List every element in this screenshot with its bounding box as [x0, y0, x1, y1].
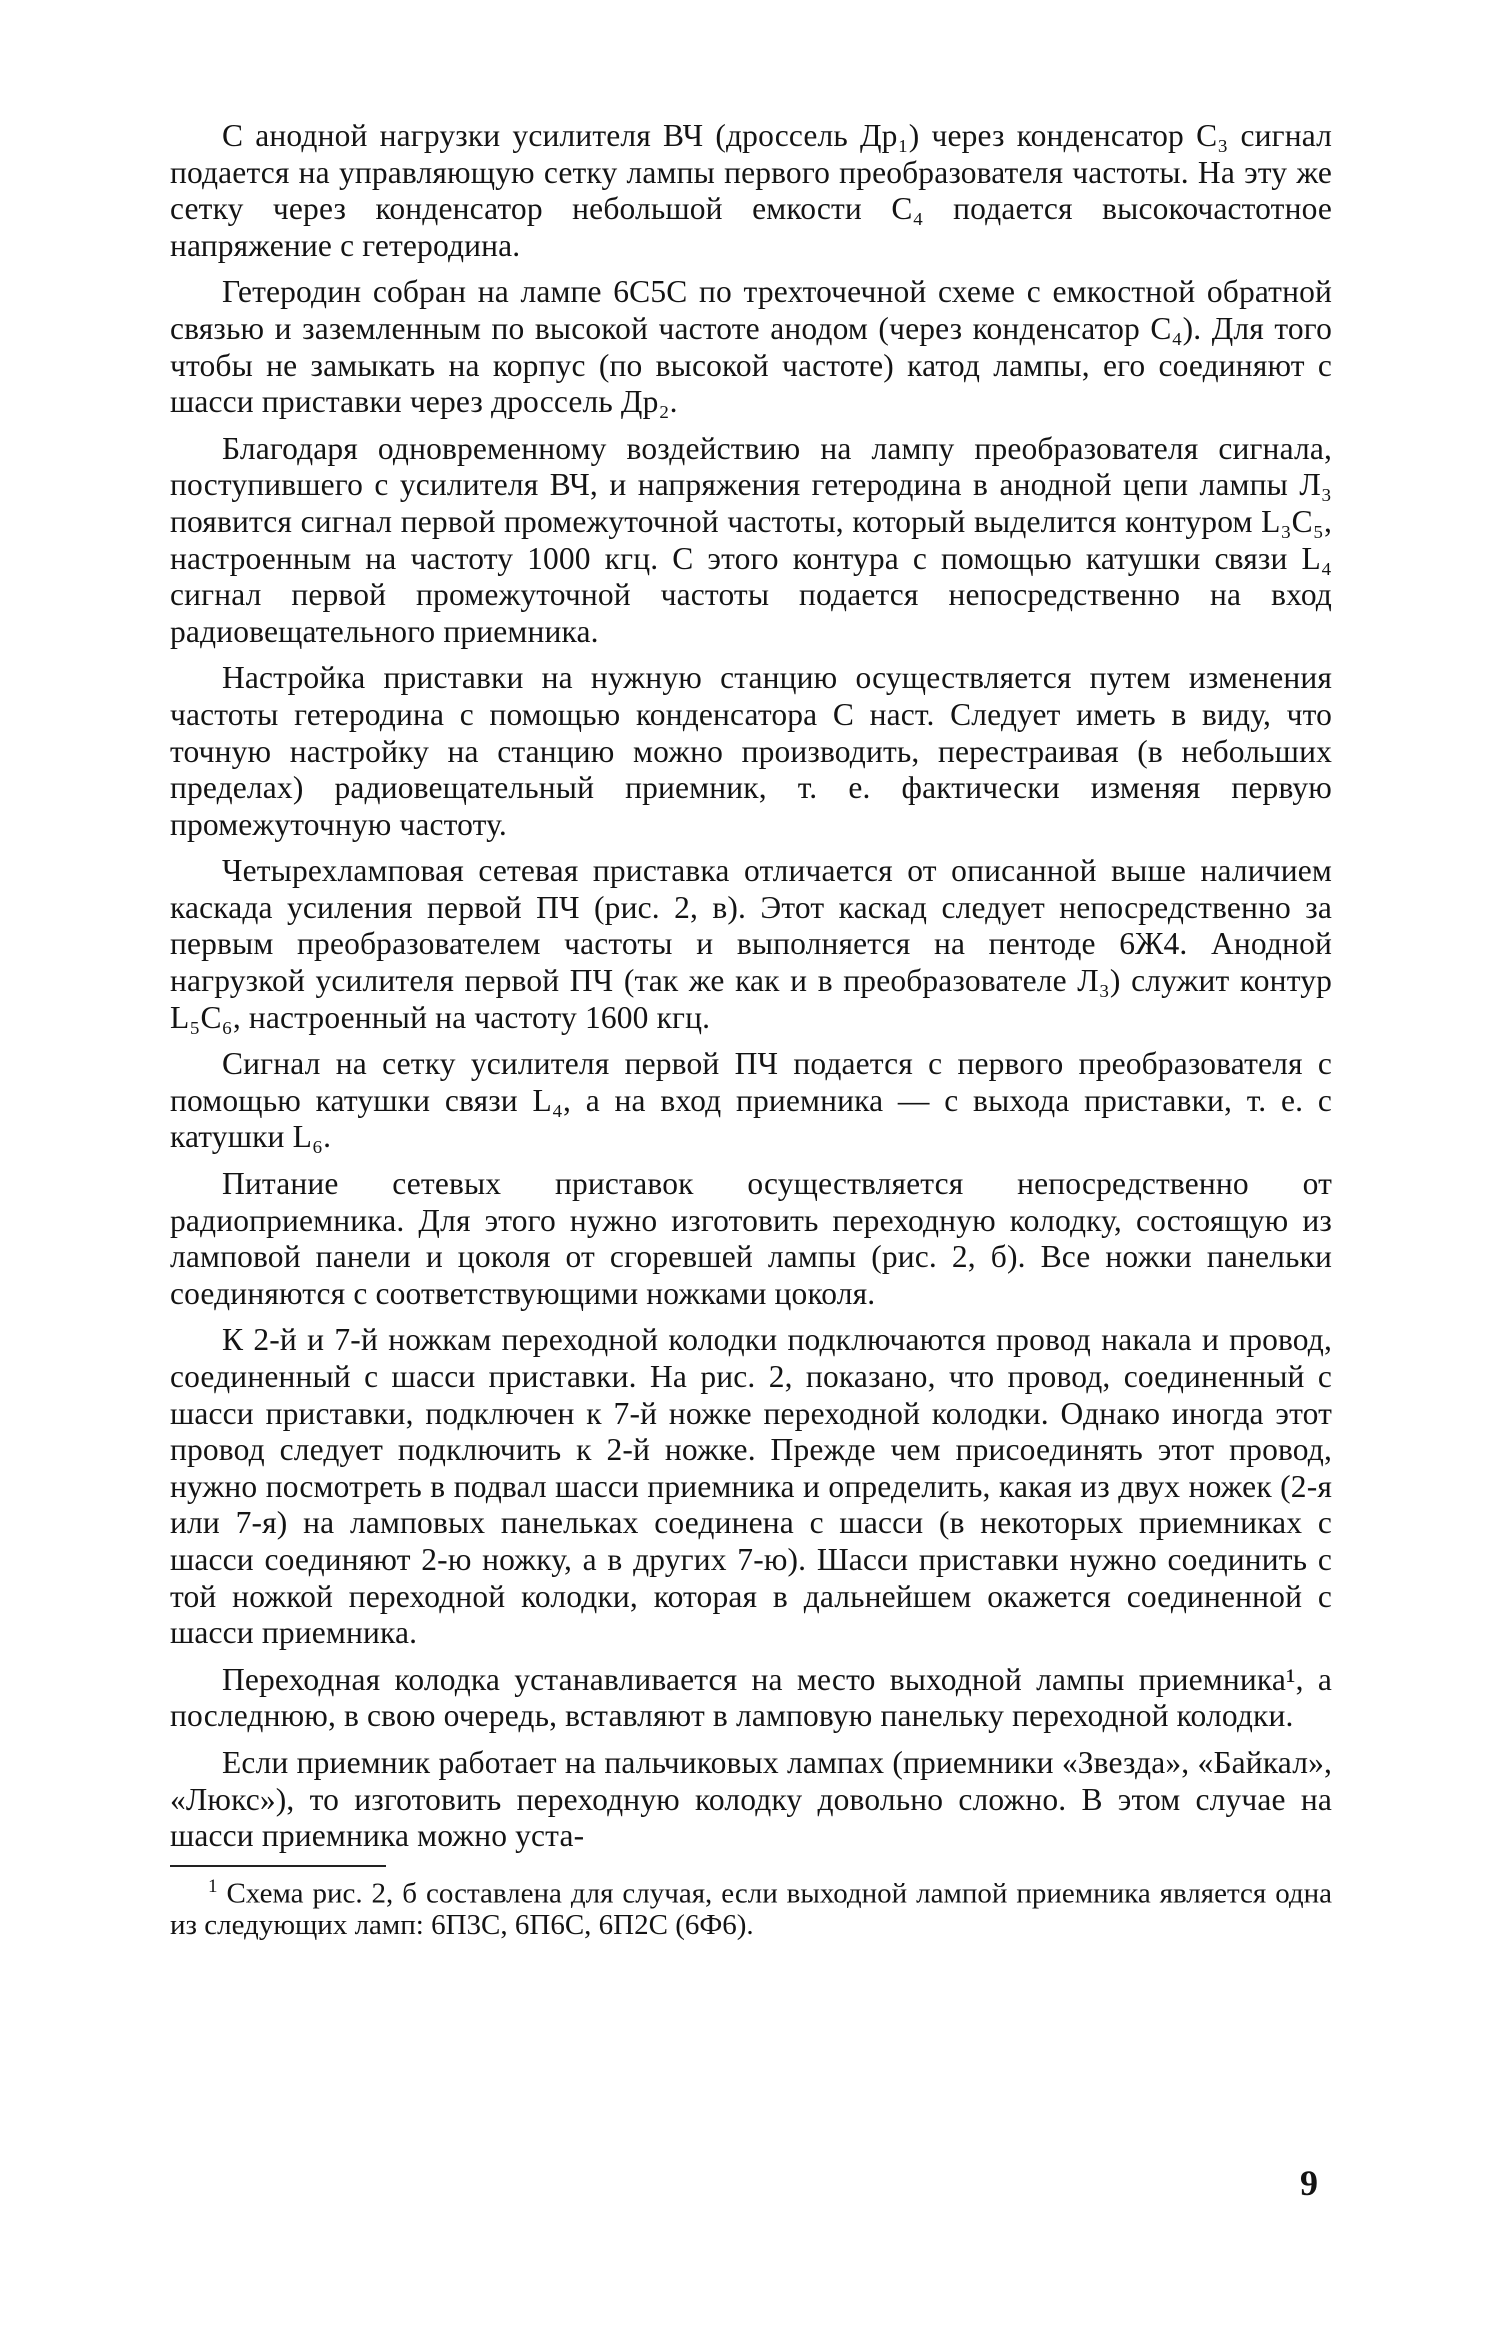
page-body: [170, 118, 1332, 1941]
footnote-text: Схема рис. 2, б составлена для случая, если выходной лампой приемника является одна из следующих ламп: 6П3С, 6П6С, 6П2С (6Ф6).: [170, 1877, 1333, 1942]
paragraph-7: Питание сетевых приставок осуществляется непосредственно от радиоприемника. Для этого нужно изготовить переходную колодку, состоящую из ламповой панели и цоколя от сгоревшей лампы (рис. 2, б). Все ножки панельки соединяются с соответствующими ножками цоколя.: [170, 1166, 1332, 1311]
paragraph-4: Настройка приставки на нужную станцию осуществляется путем изменения частоты гетеродина с помощью конденсатора C наст. Следует иметь в виду, что точную настройку на станцию можно производить, перестраивая (в небольших пределах) радиовещательный приемник, т. е. фактически изменяя первую промежуточную частоту.: [170, 660, 1332, 842]
page-number: 9: [1300, 2163, 1318, 2203]
paragraph-3: Благодаря одновременному воздействию на лампу преобразователя сигнала, поступившего с усилителя ВЧ, и напряжения гетеродина в анодной цепи лампы Л₃ появится сигнал первой промежуточной частоты, который выделится контуром L₃C₅, настроенным на частоту 1000 кгц. С этого контура с помощью катушки связи L₄ сигнал первой промежуточной частоты подается непосредственно на вход радиовещательного приемника.: [170, 430, 1332, 649]
paragraph-1: С анодной нагрузки усилителя ВЧ (дроссель Др₁) через конденсатор С₃ сигнал подается на управляющую сетку лампы первого преобразователя частоты. На эту же сетку через конденсатор небольшой емкости С₄ подается высокочастотное напряжение с гетеродина.: [170, 118, 1332, 263]
paragraph-2: Гетеродин собран на лампе 6С5С по трехточечной схеме с емкостной обратной связью и заземленным по высокой частоте анодом (через конденсатор С₄). Для того чтобы не замыкать на корпус (по высокой частоте) катод лампы, его соединяют с шасси приставки через дроссель Др₂.: [170, 274, 1332, 420]
footnote-marker: 1: [208, 1875, 218, 1897]
paragraph-9: Переходная колодка устанавливается на место выходной лампы приемника¹, а последнюю, в свою очередь, вставляют в ламповую панельку переходной колодки.: [170, 1661, 1332, 1734]
paragraph-6: Сигнал на сетку усилителя первой ПЧ подается с первого преобразователя с помощью катушки связи L₄, а на вход приемника — с выхода приставки, т. е. с катушки L₆.: [170, 1046, 1332, 1155]
paragraph-10: Если приемник работает на пальчиковых лампах (приемники «Звезда», «Байкал», «Люкс»), то изготовить переходную колодку довольно сложно. В этом случае на шасси приемника можно уста-: [170, 1744, 1332, 1854]
footnote-divider: [170, 1865, 386, 1867]
paragraph-5: Четырехламповая сетевая приставка отличается от описанной выше наличием каскада усиления первой ПЧ (рис. 2, в). Этот каскад следует непосредственно за первым преобразователем частоты и выполняется на пентоде 6Ж4. Анодной нагрузкой усилителя первой ПЧ (так же как и в преобразователе Л₃) служит контур L₅C₆, настроенный на частоту 1600 кгц.: [170, 853, 1332, 1035]
paragraph-8: К 2-й и 7-й ножкам переходной колодки подключаются провод накала и провод, соединенный с шасси приставки. На рис. 2, показано, что провод, соединенный с шасси приставки, подключен к 7-й ножке переходной колодки. Однако иногда этот провод следует подключить к 2-й ножке. Прежде чем присоединять этот провод, нужно посмотреть в подвал шасси приемника и определить, какая из двух ножек (2-я или 7-я) на ламповых панельках соединена с шасси (в некоторых приемниках с шасси соединяют 2-ю ножку, а в других 7-ю). Шасси приставки нужно соединить с той ножкой переходной колодки, которая в дальнейшем окажется соединенной с шасси приемника.: [170, 1322, 1332, 1651]
footnote: [170, 1871, 1332, 1942]
